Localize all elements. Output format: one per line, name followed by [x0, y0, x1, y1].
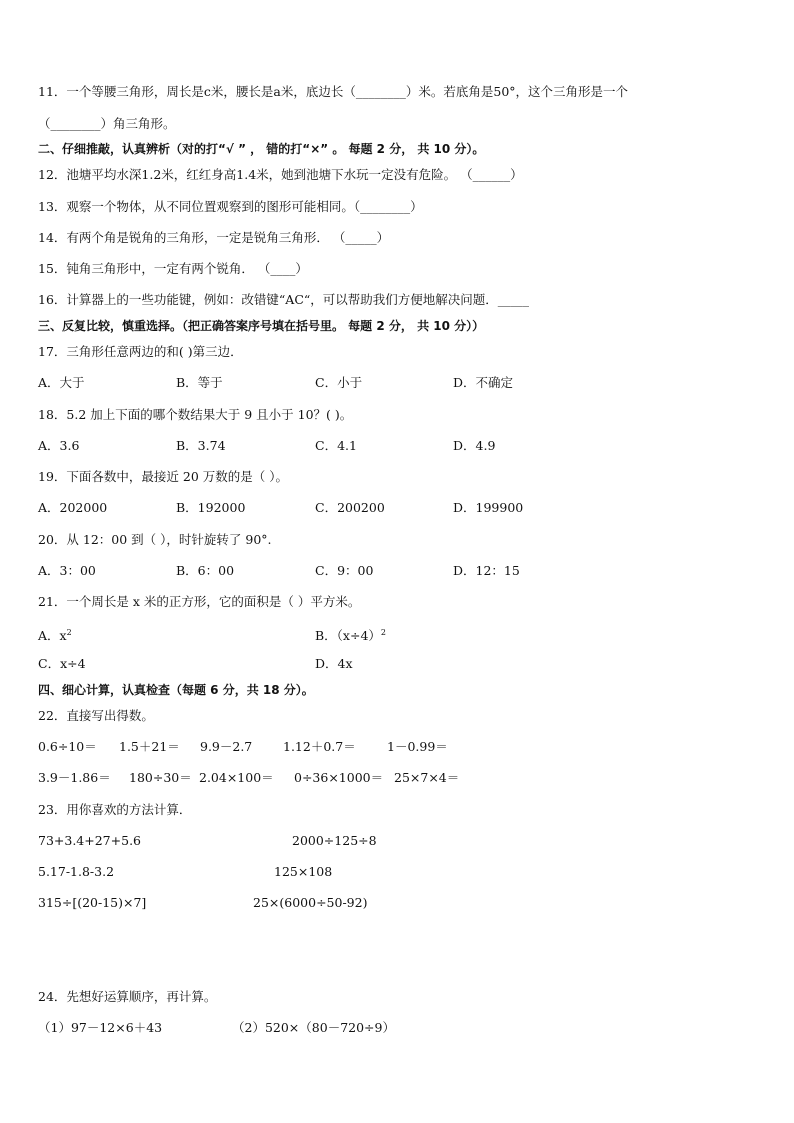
q16: 16．计算器上的一些功能键，例如：改错键“AC“，可以帮助我们方便地解决问题．_____: [38, 292, 530, 307]
q21-option-a: A．$x^2$: [38, 628, 72, 644]
q20-stem: 20．从 12：00 到（ ），时针旋转了 90°.: [38, 532, 272, 547]
q21-stem: 21．一个周长是 x 米的正方形，它的面积是（ ）平方米。: [38, 594, 361, 609]
q22-item: 180÷30＝: [129, 770, 192, 785]
q22-stem: 22．直接写出得数。: [38, 708, 154, 723]
q20-option-b: B．6：00: [176, 563, 235, 578]
q22-item: 25×7×4＝: [394, 770, 460, 785]
q18-stem: 18．5.2 加上下面的哪个数结果大于 9 且小于 10？( )。: [38, 407, 353, 422]
q11-line2: （________）角三角形。: [38, 116, 176, 131]
q22-item: 0÷36×1000＝: [294, 770, 384, 785]
section3-heading: 三、反复比较，慎重选择。（把正确答案序号填在括号里。 每题 2 分， 共 10 分））: [38, 319, 485, 333]
q14: 14．有两个角是锐角的三角形，一定是锐角三角形． （_____）: [38, 230, 390, 245]
q17-stem: 17．三角形任意两边的和( )第三边．: [38, 344, 243, 359]
q23-item: 125×108: [274, 864, 333, 879]
q11-line1: 11．一个等腰三角形，周长是c米，腰长是a米，底边长（________）米。若底角是50°，这个三角形是一个: [38, 84, 629, 99]
q21-option-d: D．4x: [315, 656, 353, 671]
q18-option-a: A．3.6: [38, 438, 80, 453]
q13: 13．观察一个物体，从不同位置观察到的图形可能相同。（________）: [38, 199, 423, 214]
q22-item: 2.04×100＝: [199, 770, 274, 785]
q24-item-1: （1）97－12×6＋43: [38, 1020, 163, 1035]
section4-heading: 四、细心计算，认真检查（每题 6 分，共 18 分）。: [38, 683, 314, 697]
q17-option-d: D．不确定: [453, 375, 514, 390]
q18-option-d: D．4.9: [453, 438, 496, 453]
q20-option-d: D．12：15: [453, 563, 520, 578]
q21-option-c: C．x÷4: [38, 656, 86, 671]
q23-item: 2000÷125÷8: [292, 833, 377, 848]
q20-option-c: C．9：00: [315, 563, 374, 578]
q23-item: 315÷[(20-15)×7]: [38, 895, 147, 910]
q17-option-b: B．等于: [176, 375, 223, 390]
q22-item: 0.6÷10＝: [38, 739, 97, 754]
q22-item: 9.9－2.7: [200, 739, 253, 754]
q19-option-d: D．199900: [453, 500, 524, 515]
q12: 12．池塘平均水深1.2米，红红身高1.4米，她到池塘下水玩一定没有危险。 （______）: [38, 167, 523, 182]
q17-option-c: C．小于: [315, 375, 363, 390]
q24-item-2: （2）520×（80－720÷9）: [232, 1020, 395, 1035]
q22-item: 1－0.99＝: [387, 739, 448, 754]
q20-option-a: A．3：00: [38, 563, 96, 578]
q23-item: 5.17-1.8-3.2: [38, 864, 115, 879]
q19-stem: 19．下面各数中，最接近 20 万数的是（ ）。: [38, 469, 288, 484]
q21-option-b: B．$(x\div 4)^2$: [315, 628, 387, 644]
q17-option-a: A．大于: [38, 375, 85, 390]
q24-stem: 24．先想好运算顺序，再计算。: [38, 989, 217, 1004]
q19-option-c: C．200200: [315, 500, 385, 515]
q22-item: 1.12＋0.7＝: [283, 739, 356, 754]
q15: 15．钝角三角形中，一定有两个锐角． （____）: [38, 261, 308, 276]
q19-option-a: A．202000: [38, 500, 108, 515]
q22-item: 3.9－1.86＝: [38, 770, 111, 785]
q19-option-b: B．192000: [176, 500, 246, 515]
q18-option-c: C．4.1: [315, 438, 357, 453]
q22-item: 1.5＋21＝: [119, 739, 180, 754]
q23-item: 73+3.4+27+5.6: [38, 833, 141, 848]
section2-heading: 二、仔细推敲，认真辨析（对的打“√ ” ， 错的打“×” 。 每题 2 分， 共 10 分）。: [38, 142, 485, 156]
q23-stem: 23．用你喜欢的方法计算．: [38, 802, 192, 817]
q23-item: 25×(6000÷50-92): [253, 895, 368, 910]
q18-option-b: B．3.74: [176, 438, 226, 453]
